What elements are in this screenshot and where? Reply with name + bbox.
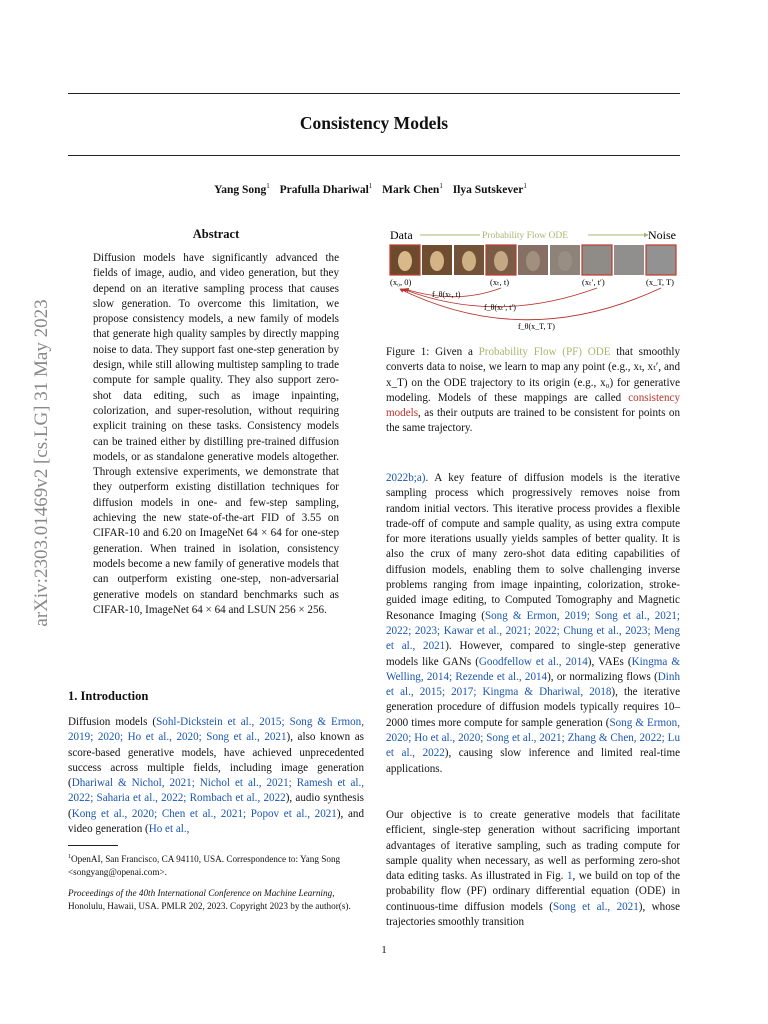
proceedings-details: , Honolulu, Hawaii, USA. PMLR 202, 2023. Copyright 2023 by the author(s). — [68, 888, 351, 911]
text-run: ), causing slow inference and limited real-time applications. — [386, 747, 680, 775]
top-rule — [68, 93, 680, 94]
author-name: Mark Chen — [382, 183, 440, 196]
affiliation-mark: 1 — [368, 182, 373, 190]
dog-thumb — [398, 251, 412, 271]
affiliation-mark: 1 — [439, 182, 443, 190]
author-name: Yang Song — [214, 183, 267, 196]
frame-7 — [614, 245, 644, 275]
label-data: Data — [390, 228, 413, 242]
text-run: ), audio synthesis ( — [68, 792, 364, 820]
footnote-rule — [68, 845, 118, 846]
point-label-xt: (xₜ, t) — [490, 277, 510, 287]
text-run: Our objective is to create generative models that facilitate efficient, single-step generation without sacrificing important advantages of iterative sampling, such as trading compute for sample quality when necessary, as well as performing zero-shot data editing tasks. As illustrated in Fig. — [386, 809, 680, 883]
abstract-text: Diffusion models have significantly advanced the fields of image, audio, and video generation, but they depend on an iterative sampling process that causes slow generation. To overcome this limitation, we propose consistency models, a new family of models that generate high quality samples by directly mapping noise to data. They support fast one-step generation by design, while still allowing multistep sampling to trade compute for sample quality. They also support zero-shot data editing, such as image inpainting, colorization, and super-resolution, without requiring explicit training on these tasks. Consistency models can be trained either by distilling pre-trained diffusion models, or as standalone generative models altogether. Through extensive experiments, we demonstrate that they outperform existing distillation techniques for diffusion models in one- and few-step sampling, achieving the new state-of-the-art FID of 3.55 on CIFAR-10 and 6.20 on ImageNet 64 × 64 for one-step generation. When trained in isolation, consistency models become a new family of generative models that can outperform existing one-step, non-adversarial generative models on standard benchmarks such as CIFAR-10, ImageNet 64 × 64 and LSUN 256 × 256. — [93, 252, 339, 616]
page-number: 1 — [381, 944, 387, 956]
footnote-text: OpenAI, San Francisco, CA 94110, USA. Correspondence to: Yang Song <songyang@openai.com>. — [68, 854, 341, 877]
pf-ode-highlight: Probability Flow (PF) ODE — [478, 346, 611, 358]
citation-link[interactable]: Dhariwal & Nichol, 2021; Nichol et al., 2021; Ramesh et al., 2022; Saharia et al., 2022; Rombach et al., 2022 — [68, 777, 364, 805]
text-run: ), whose trajectories smoothly transition — [386, 900, 680, 929]
dog-thumb — [430, 251, 444, 271]
footnote-mark: 1 — [68, 854, 71, 860]
proceedings-venue: Proceedings of the 40th International Conference on Machine Learning — [68, 888, 333, 898]
abstract-heading: Abstract — [192, 227, 240, 241]
text-run: ), or normalizing flows ( — [547, 670, 658, 683]
label-ode: Probability Flow ODE — [482, 231, 569, 241]
author-list — [68, 182, 680, 196]
citation-link[interactable]: Dinh et al., 2015; 2017; Kingma & Dhariwal, 2018 — [386, 670, 680, 699]
citation-link[interactable]: Song & Ermon, 2019; Song et al., 2021; 2022; 2023; Kawar et al., 2021; 2022; Chung et al., 2023; Meng et al., 2021 — [386, 609, 681, 653]
author-name: Ilya Sutskever — [452, 183, 524, 196]
citation-link[interactable]: Kingma & Welling, 2014; Rezende et al., 2014 — [386, 655, 680, 683]
mapping-label-1: f_θ(xₜ, t) — [432, 290, 461, 299]
citation-link[interactable]: Sohl-Dickstein et al., 2015; Song & Ermon, 2019; 2020; Ho et al., 2020; Song et al., 2021 — [68, 716, 365, 744]
text-run: ). However, compared to single-step generative models like GANs ( — [386, 640, 681, 668]
dog-thumb — [494, 251, 508, 271]
mapping-label-3: f_θ(x_T, T) — [518, 322, 555, 331]
frame-6 — [582, 245, 612, 275]
dog-thumb — [558, 251, 572, 271]
point-label-xtp: (xₜ′, t′) — [582, 277, 605, 287]
citation-link[interactable]: 2022b;a) — [386, 472, 426, 484]
figure-reference-link[interactable]: 1 — [566, 870, 573, 883]
point-label-xT: (x_T, T) — [646, 277, 675, 287]
text-run: ), and video generation ( — [68, 807, 364, 836]
text-run: ), the iterative generation procedure of diffusion models typically requires 10–2000 times more compute for sample generation ( — [386, 686, 680, 729]
text-run: , as their outputs are trained to be consistent for points on the same trajectory. — [386, 407, 680, 435]
title-rule — [68, 155, 680, 156]
introduction-paragraph — [386, 471, 680, 777]
introduction-paragraph — [386, 808, 680, 930]
citation-link[interactable]: Song et al., 2021 — [552, 900, 639, 913]
text-run: . A key feature of diffusion models is the iterative sampling process which progressively removes noise from random initial vectors. This iterative process provides a flexible trade-off of compute and sample quality, as using extra compute for more iterations usually yields samples of better quality. It is also the crux of many zero-shot data editing capabilities of diffusion models, enabling them to solve challenging inverse problems ranging from image inpainting, colorization, stroke-guided image editing, to Computed Tomography and Magnetic Resonance Imaging ( — [386, 472, 680, 622]
dog-thumb — [526, 251, 540, 271]
citation-link[interactable]: Goodfellow et al., 2014 — [478, 655, 588, 668]
citation-link[interactable]: Kong et al., 2020; Chen et al., 2021; Popov et al., 2021 — [71, 807, 337, 820]
text-run: ), also known as score-based generative models, have achieved unprecedented success across multiple fields, including image generation ( — [68, 731, 364, 790]
introduction-paragraph — [68, 715, 364, 837]
dog-thumb — [462, 251, 476, 271]
label-noise: Noise — [648, 228, 676, 242]
affiliation-mark: 1 — [523, 182, 527, 190]
consistency-models-highlight: consistency models — [386, 391, 680, 420]
section-heading-introduction: 1. Introduction — [68, 689, 149, 703]
text-run: Diffusion models ( — [68, 716, 157, 728]
affiliation-mark: 1 — [266, 182, 270, 190]
text-run: , we build on top of the probability flow (PF) ordinary differential equation (ODE) in continuous-time diffusion models ( — [386, 870, 681, 913]
paper-title: Consistency Models — [299, 113, 449, 133]
author-name: Prafulla Dhariwal — [279, 183, 369, 196]
proceedings-note — [68, 887, 364, 912]
affiliation-footnote — [68, 851, 364, 878]
text-run: ), VAEs ( — [587, 655, 632, 668]
citation-link[interactable]: Ho et al., — [148, 823, 190, 836]
abstract-body — [93, 251, 339, 618]
text-run: Figure 1: Given a — [386, 346, 479, 358]
figure-1-caption — [386, 345, 680, 437]
text-run: that smoothly converts data to noise, we learn to map any point (e.g., xₜ, xₜ′, and x_T) on the ODE trajectory to its origin (e.g., x₀) for generative modeling. Models of these mappings are called — [386, 346, 680, 404]
figure-1 — [386, 225, 680, 343]
citation-link[interactable]: Song & Ermon, 2020; Ho et al., 2020; Song et al., 2021; Zhang & Chen, 2022; Lu et al., 2022 — [386, 716, 680, 760]
mapping-label-2: f_θ(xₜ′, t′) — [484, 303, 516, 312]
frame-8 — [646, 245, 676, 275]
image-strip — [390, 245, 676, 275]
point-label-x0: (x₀, 0) — [390, 277, 412, 287]
arxiv-stamp: arXiv:2303.01469v2 [cs.LG] 31 May 2023 — [31, 299, 52, 627]
